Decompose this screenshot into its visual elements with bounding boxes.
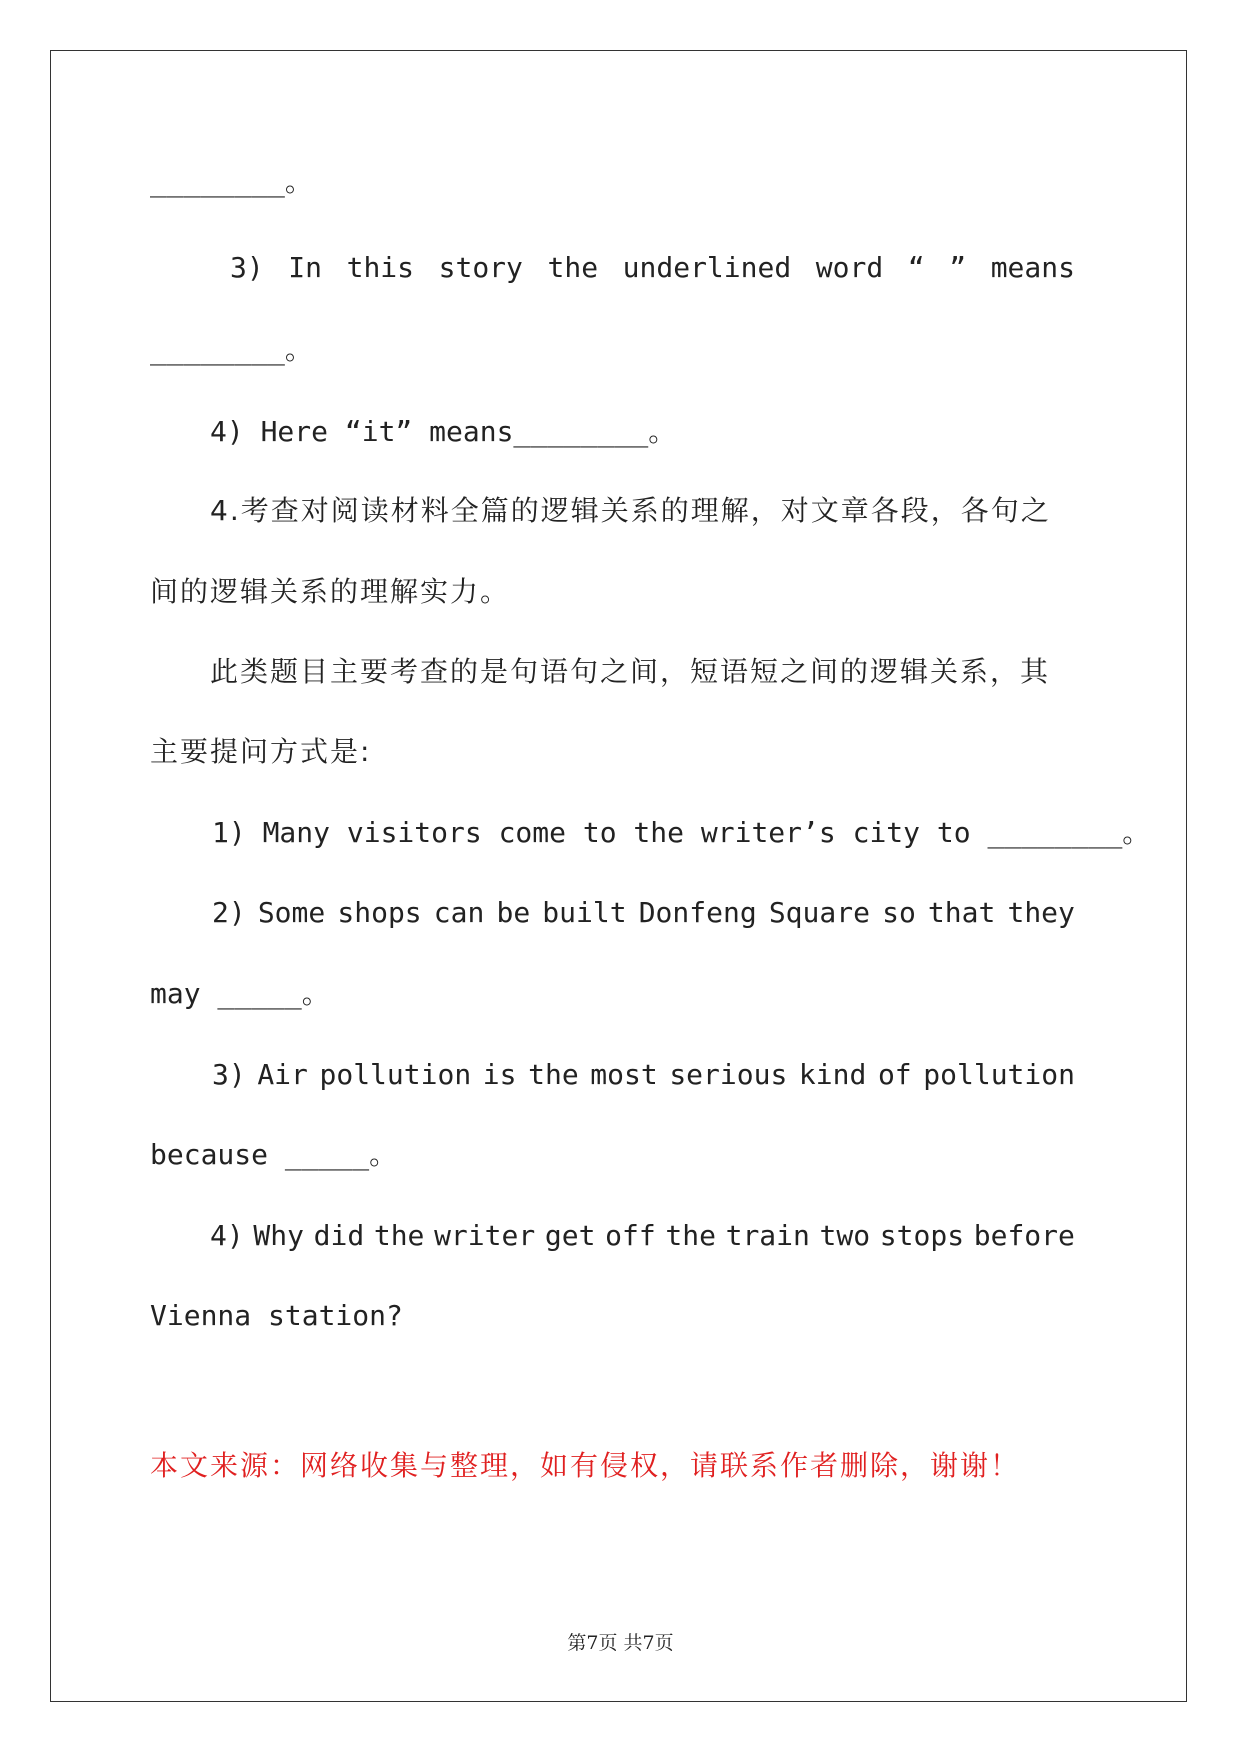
question-2-shops — [212, 896, 1075, 929]
word: underlined — [622, 251, 792, 284]
word: pollution — [923, 1058, 1075, 1091]
word: Donfeng — [638, 896, 757, 929]
question-2-continued: may _____。 — [150, 977, 330, 1010]
word: be — [496, 896, 531, 929]
question-3-air-pollution — [212, 1058, 1075, 1091]
word: train — [725, 1219, 810, 1252]
word: get — [544, 1219, 596, 1252]
word: “ — [907, 251, 925, 284]
word: 3) — [230, 251, 264, 284]
word: shops — [337, 896, 422, 929]
blank-line-1: ________。 — [150, 165, 313, 198]
word: 4) — [210, 1219, 244, 1252]
page-number-footer: 第7页 共7页 — [567, 1632, 674, 1654]
word: is — [482, 1058, 517, 1091]
word: ” — [949, 251, 967, 284]
question-1-visitors: 1) Many visitors come to the writer’s city to ________。 — [212, 816, 1151, 849]
word: the — [665, 1219, 716, 1252]
word: that — [927, 896, 996, 929]
word: the — [373, 1219, 425, 1252]
paragraph-4-heading: 4.考查对阅读材料全篇的逻辑关系的理解，对文章各段，各句之 — [210, 494, 1051, 527]
word: did — [313, 1219, 365, 1252]
word: stops — [879, 1219, 965, 1252]
question-3-underlined-word — [230, 251, 1075, 284]
word: so — [882, 896, 916, 929]
question-3-continued: because _____。 — [150, 1138, 398, 1171]
word: Air — [257, 1058, 308, 1091]
word: before — [973, 1219, 1075, 1252]
word: Square — [768, 896, 870, 929]
word: story — [438, 251, 523, 284]
question-4-continued: Vienna station? — [150, 1299, 403, 1332]
word: the — [547, 251, 599, 284]
source-notice: 本文来源：网络收集与整理，如有侵权，请联系作者删除，谢谢！ — [150, 1449, 1021, 1482]
word: writer — [434, 1219, 536, 1252]
word: pollution — [319, 1058, 472, 1091]
word: means — [990, 251, 1075, 284]
word: the — [528, 1058, 579, 1091]
word: 3) — [212, 1058, 246, 1091]
question-4-here-it: 4) Here “it” means________。 — [210, 415, 677, 448]
word: word — [815, 251, 884, 284]
word: off — [605, 1219, 656, 1252]
word: of — [877, 1058, 912, 1091]
paragraph-question-types-continued: 主要提问方式是: — [150, 735, 372, 768]
word: Some — [257, 896, 326, 929]
word: In — [288, 251, 323, 284]
word: two — [819, 1219, 871, 1252]
word: most — [590, 1058, 658, 1091]
word: they — [1007, 896, 1075, 929]
word: built — [542, 896, 627, 929]
paragraph-question-types: 此类题目主要考查的是句语句之间，短语短之间的逻辑关系，其 — [210, 655, 1051, 688]
word: serious — [669, 1058, 788, 1091]
word: 2) — [212, 896, 246, 929]
word: Why — [253, 1219, 304, 1252]
blank-line-2: ________。 — [150, 333, 313, 366]
question-4-writer-train — [210, 1219, 1075, 1252]
word: kind — [798, 1058, 867, 1091]
word: this — [346, 251, 415, 284]
word: can — [433, 896, 485, 929]
paragraph-4-continued: 间的逻辑关系的理解实力。 — [150, 575, 511, 608]
